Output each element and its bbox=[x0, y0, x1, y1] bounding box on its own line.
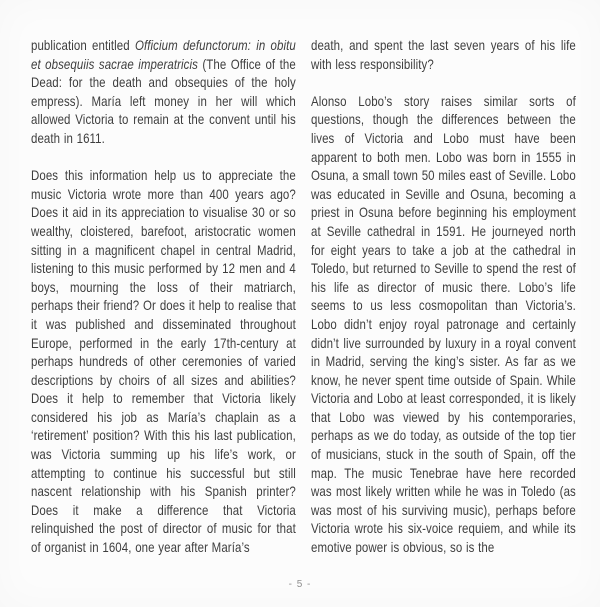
italic-latin-title-text: Officium defunctorum: in obitu et obsequiis sacrae imperatricis bbox=[31, 37, 296, 72]
text-run: death, and spent the last seven years of his life with less responsibility? bbox=[311, 37, 576, 72]
text-run: Alonso Lobo’s story raises similar sorts of questions, though the differences between the lives of Victoria and Lobo must have been apparent to both men. Lobo was born in 1555 in Osuna, a small town 50 miles east of Seville. Lobo was educated in Seville and Osuna, becoming a priest in Osuna before beginning his employment at Seville cathedral in 1591. He journeyed north for eight years to take a job at the cathedral in Toledo, but returned to Seville to spend the rest of his life as director of music there. Lobo’s life seems to us less cosmopolitan than Victoria’s. Lobo didn’t enjoy royal patronage and certainly didn’t live surrounded by luxury in a royal convent in Madrid, serving the king’s sister. As far as we know, he never spent time outside of Spain. While Victoria and Lobo at least corresponded, it is likely that Lobo was viewed by his contemporaries, perhaps as we do today, as outside of the top tier of musicians, stuck in the south of Spain, off the map. The music Tenebrae have here recorded was most likely written while he was in Toledo (as was most of his surviving music), perhaps before Victoria wrote his six-voice requiem, and while its emotive power is obvious, so is the bbox=[311, 92, 576, 556]
text-column-right bbox=[311, 36, 576, 557]
text-column-right-inner bbox=[311, 36, 576, 557]
paragraph-publication bbox=[31, 36, 296, 148]
text-run: (The Office of the Dead: for the death and obsequies of the holy empress). María left money in her will which allowed Victoria to remain at the convent until his death in 1611. bbox=[31, 55, 296, 146]
text-run: Does this information help us to appreciate the music Victoria wrote more than 400 years ago? Does it aid in its appreciation to visualise 30 or so wealthy, cloistered, barefoot, aristocratic women sitting in a magnificent chapel in central Madrid, listening to this music performed by 12 men and 4 boys, mourning the loss of their matriarch, perhaps their friend? Or does it help to realise that it was published and disseminated throughout Europe, performed in the early 17th-century at perhaps hundreds of other ceremonies of varied descriptions by choirs of all sizes and abilities? Does it help to remember that Victoria likely considered his job as María’s chaplain as a ‘retirement’ position? With this his last publication, was Victoria summing up his life’s work, or attempting to continue his successful but still nascent relationship with his Spanish printer? Does it make a difference that Victoria relinquished the post of director of music for that of organist in 1604, one year after María’s bbox=[31, 167, 296, 556]
text-run: publication entitled bbox=[31, 37, 135, 53]
paragraph-death-continuation bbox=[311, 36, 576, 73]
page-number: - 5 - bbox=[288, 579, 312, 590]
paragraph-alonso-lobo bbox=[311, 92, 576, 557]
text-column-left-inner bbox=[31, 36, 296, 557]
paragraph-questions bbox=[31, 166, 296, 556]
text-column-left bbox=[31, 36, 296, 557]
